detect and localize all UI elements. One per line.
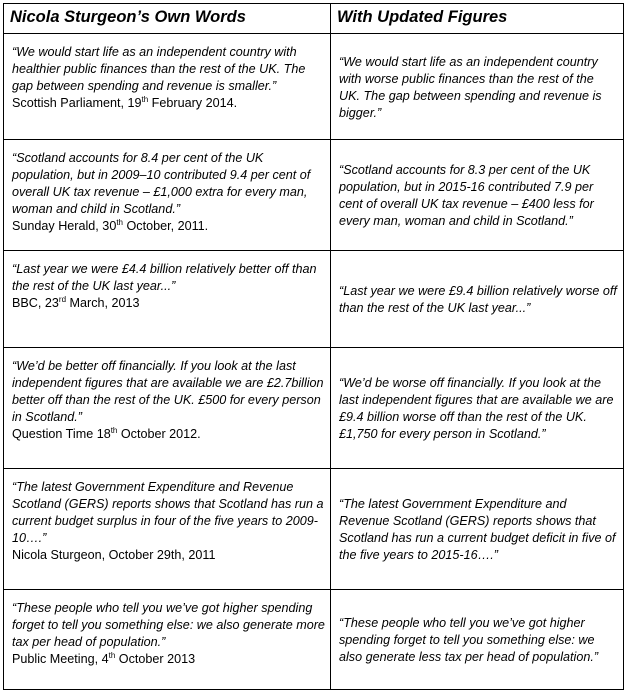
original-quote: “Scotland accounts for 8.4 per cent of the UK population, but in 2009–10 contributed 9.4 per cent of overall UK tax revenue – £1,000 extra for every man, woman and child in Scotland.” [12, 151, 311, 216]
quote-source: Question Time 18th October 2012. [12, 425, 201, 441]
updated-quote-cell [331, 140, 624, 251]
quote-source: Nicola Sturgeon, October 29th, 2011 [12, 548, 216, 562]
original-quote: “We would start life as an independent country with healthier public finances than the rest of the UK. The gap between spending and revenue is smaller.” [12, 45, 306, 93]
table-row [4, 140, 624, 251]
original-quote-cell [4, 34, 331, 140]
updated-quote: “We would start life as an independent country with worse public finances than the rest of the UK. The gap between spending and revenue is bigger.” [339, 54, 602, 120]
table-row [4, 469, 624, 590]
table-row [4, 348, 624, 469]
updated-quote-cell [331, 469, 624, 590]
updated-quote: “We’d be worse off financially. If you look at the last independent figures that are available we are £9.4 billion worse off than the rest of the UK. £1,750 for every person in Scotland.” [339, 376, 614, 441]
updated-quote-cell [331, 34, 624, 140]
original-quote: “We’d be better off financially. If you look at the last independent figures that are available we are £2.7billion better off than the rest of the UK. £500 for every person in Scotland.” [12, 359, 324, 424]
original-quote-cell [4, 590, 331, 690]
updated-quote: “Last year we were £9.4 billion relatively worse off than the rest of the UK last year...” [339, 284, 617, 315]
original-quote-cell [4, 348, 331, 469]
original-quote-cell [4, 251, 331, 348]
updated-quote: “The latest Government Expenditure and Revenue Scotland (GERS) reports shows that Scotland has run a current budget deficit in five of the five years to 2015-16….” [339, 497, 616, 562]
table-row [4, 34, 624, 140]
table-row [4, 251, 624, 348]
table-row [4, 590, 624, 690]
updated-quote: “These people who tell you we’ve got higher spending forget to tell you something else: we also generate less tax per head of population.” [339, 616, 599, 664]
updated-quote-cell [331, 251, 624, 348]
header-left: Nicola Sturgeon’s Own Words [4, 4, 331, 34]
original-quote: “Last year we were £4.4 billion relatively better off than the rest of the UK last year...” [12, 262, 317, 293]
original-quote: “These people who tell you we’ve got higher spending forget to tell you something else: we also generate more tax per head of population.” [12, 601, 325, 649]
quote-source: Public Meeting, 4th October 2013 [12, 650, 196, 666]
comparison-table [3, 3, 624, 690]
original-quote-cell [4, 140, 331, 251]
updated-quote-cell [331, 348, 624, 469]
comparison-document [3, 3, 623, 666]
header-right: With Updated Figures [331, 4, 624, 34]
original-quote: “The latest Government Expenditure and Revenue Scotland (GERS) reports shows that Scotland has run a current budget surplus in four of the five years to 2009-10….” [12, 480, 324, 545]
header-row [4, 4, 624, 34]
quote-source: Sunday Herald, 30th October, 2011. [12, 217, 209, 233]
quote-source: Scottish Parliament, 19th February 2014. [12, 94, 238, 110]
quote-source: BBC, 23rd March, 2013 [12, 294, 140, 310]
updated-quote-cell [331, 590, 624, 690]
original-quote-cell [4, 469, 331, 590]
updated-quote: “Scotland accounts for 8.3 per cent of the UK population, but in 2015-16 contributed 7.9 per cent of overall UK tax revenue – £400 less for every man, woman and child in Scotland.” [339, 163, 594, 228]
